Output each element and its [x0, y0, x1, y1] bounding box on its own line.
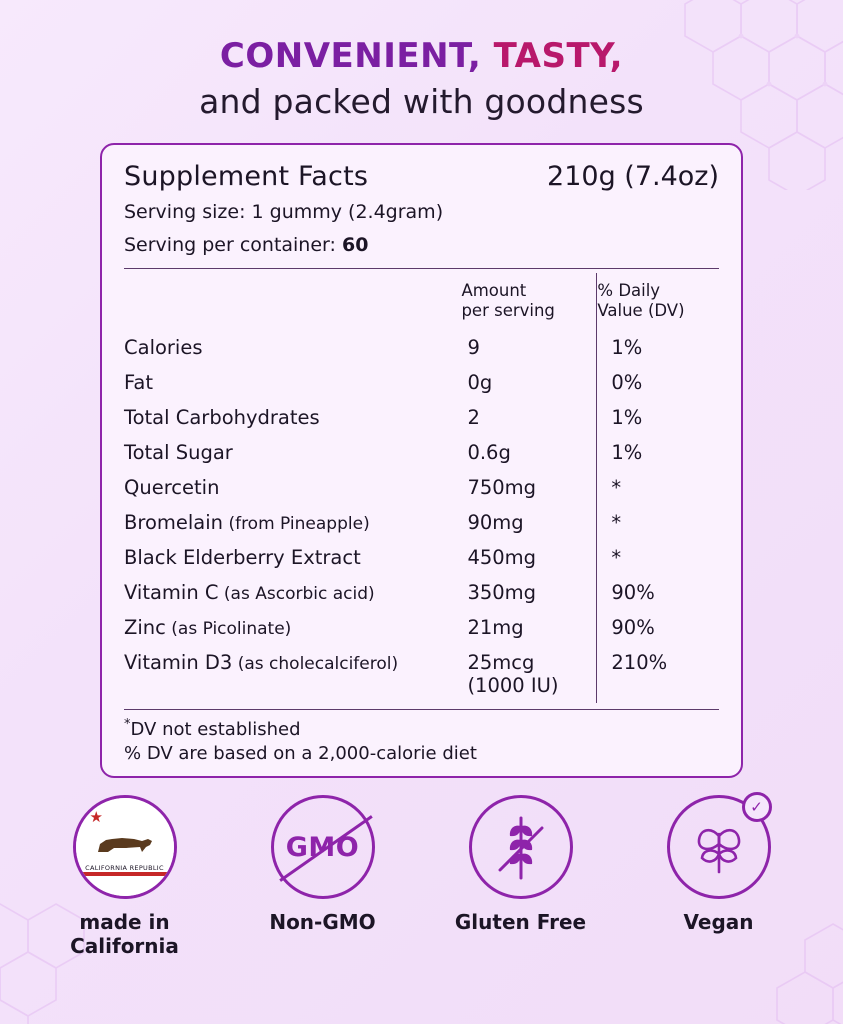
badge-label [643, 911, 795, 935]
nutrient-label: Total Carbohydrates [124, 406, 320, 430]
headline-line-2: and packed with goodness [199, 82, 644, 121]
supplement-facts-panel [100, 143, 743, 778]
non-gmo-badge-ring [271, 795, 375, 899]
column-header-daily-value [597, 273, 719, 330]
nutrient-amount [461, 435, 596, 470]
table-row [124, 540, 719, 575]
wheat-crossed-icon [486, 808, 556, 886]
headline-line-1 [0, 36, 843, 76]
nutrient-label: Bromelain [124, 511, 224, 535]
badge-label [49, 911, 201, 958]
nutrient-name [124, 540, 461, 575]
badge-label-line2: California [70, 933, 179, 958]
servings-per-container [124, 233, 719, 258]
gluten-free-badge-ring [469, 795, 573, 899]
footnote-daily-value-basis: % DV are based on a 2,000-calorie diet [124, 743, 477, 765]
nutrient-name [124, 610, 461, 645]
california-flag-icon [76, 798, 174, 896]
nutrient-name [124, 330, 461, 365]
nutrient-name [124, 365, 461, 400]
column-header-dv-line1: % Daily [597, 281, 661, 301]
nutrient-amount-value: 21mg [467, 616, 524, 640]
certification-badges [0, 795, 843, 958]
divider [124, 268, 719, 269]
badge-vegan [643, 795, 795, 958]
nutrient-amount [461, 470, 596, 505]
headline-accent: TASTY, [493, 36, 624, 76]
table-row [124, 400, 719, 435]
nutrient-dv: * [597, 470, 719, 505]
badge-gluten-free [445, 795, 597, 958]
nutrient-label: Vitamin C [124, 581, 219, 605]
table-row [124, 435, 719, 470]
badge-made-in-california [49, 795, 201, 958]
nutrient-amount-value-2: (1000 IU) [467, 674, 559, 698]
badge-label-line1: made in [79, 910, 170, 934]
nutrient-label: Fat [124, 371, 154, 395]
table-row [124, 645, 719, 703]
nutrient-amount [461, 645, 596, 703]
nutrient-label: Calories [124, 336, 203, 360]
vegan-badge-ring [667, 795, 771, 899]
nutrient-name [124, 400, 461, 435]
california-republic-text: CALIFORNIA REPUBLIC [85, 864, 164, 872]
table-header-row [124, 273, 719, 330]
nutrient-source: (as Picolinate) [165, 619, 292, 640]
gmo-text: GMO [285, 831, 360, 863]
panel-title: Supplement Facts [124, 161, 369, 192]
leaf-check-icon [686, 814, 752, 880]
headline-part-1: CONVENIENT, [219, 36, 494, 76]
nutrient-amount [461, 400, 596, 435]
badge-label-line1: Non-GMO [269, 910, 376, 934]
nutrient-name [124, 575, 461, 610]
nutrient-amount [461, 330, 596, 365]
page-headline [0, 0, 843, 121]
nutrient-amount [461, 610, 596, 645]
star-icon: ★ [89, 808, 103, 826]
column-header-dv-line2: Value (DV) [597, 300, 685, 320]
column-header-name [124, 273, 461, 330]
nutrient-name [124, 470, 461, 505]
nutrient-amount-value: 90mg [467, 511, 524, 535]
bear-icon [96, 832, 156, 856]
nutrient-amount-value: 0.6g [467, 441, 511, 465]
column-header-amount-line1: Amount [461, 281, 527, 301]
nutrient-dv: 90% [597, 575, 719, 610]
asterisk-icon: * [124, 717, 131, 733]
nutrient-source: (as Ascorbic acid) [218, 584, 375, 605]
nutrient-dv: * [597, 505, 719, 540]
nutrient-label: Total Sugar [124, 441, 233, 465]
badge-label [247, 911, 399, 935]
column-header-amount [461, 273, 596, 330]
nutrient-amount [461, 365, 596, 400]
nutrient-amount-value: 0g [467, 371, 493, 395]
nutrient-name [124, 645, 461, 703]
nutrient-label: Zinc [124, 616, 166, 640]
nutrient-name [124, 505, 461, 540]
flag-stripe [76, 872, 174, 876]
nutrient-amount [461, 540, 596, 575]
nutrition-table [124, 273, 719, 703]
footnote-dv-not-established [124, 716, 719, 742]
nutrient-amount-value: 2 [467, 406, 480, 430]
nutrient-dv: * [597, 540, 719, 575]
nutrient-amount [461, 505, 596, 540]
badge-label [445, 911, 597, 935]
nutrient-dv: 210% [597, 645, 719, 703]
nutrient-source: (from Pineapple) [223, 514, 370, 535]
nutrient-amount-value: 450mg [467, 546, 537, 570]
servings-per-container-value: 60 [341, 234, 369, 257]
badge-label-line1: Gluten Free [454, 910, 587, 934]
california-badge-ring [73, 795, 177, 899]
net-weight: 210g (7.4oz) [547, 161, 719, 192]
footnote-1-text: DV not established [130, 719, 301, 741]
nutrient-dv: 90% [597, 610, 719, 645]
badge-label-line1: Vegan [683, 910, 754, 934]
serving-size: Serving size: 1 gummy (2.4gram) [124, 201, 444, 223]
servings-per-container-label: Serving per container: [124, 234, 342, 257]
check-icon: ✓ [742, 792, 772, 822]
nutrient-amount-value: 750mg [467, 476, 537, 500]
nutrient-amount-value: 9 [467, 336, 480, 360]
table-row [124, 330, 719, 365]
nutrient-amount-value: 25mcg [467, 651, 535, 675]
nutrient-dv: 1% [597, 400, 719, 435]
nutrient-amount [461, 575, 596, 610]
nutrient-dv: 1% [597, 435, 719, 470]
nutrient-amount-value: 350mg [467, 581, 537, 605]
nutrient-source: (as cholecalciferol) [232, 654, 399, 675]
table-row [124, 470, 719, 505]
table-row [124, 505, 719, 540]
panel-header [124, 161, 719, 192]
column-header-amount-line2: per serving [461, 300, 555, 320]
table-row [124, 610, 719, 645]
nutrient-label: Vitamin D3 [124, 651, 233, 675]
nutrient-dv: 1% [597, 330, 719, 365]
table-row [124, 365, 719, 400]
nutrient-label: Black Elderberry Extract [124, 546, 361, 570]
table-row [124, 575, 719, 610]
nutrient-dv: 0% [597, 365, 719, 400]
nutrient-name [124, 435, 461, 470]
badge-non-gmo [247, 795, 399, 958]
footnotes [124, 709, 719, 767]
nutrient-label: Quercetin [124, 476, 220, 500]
